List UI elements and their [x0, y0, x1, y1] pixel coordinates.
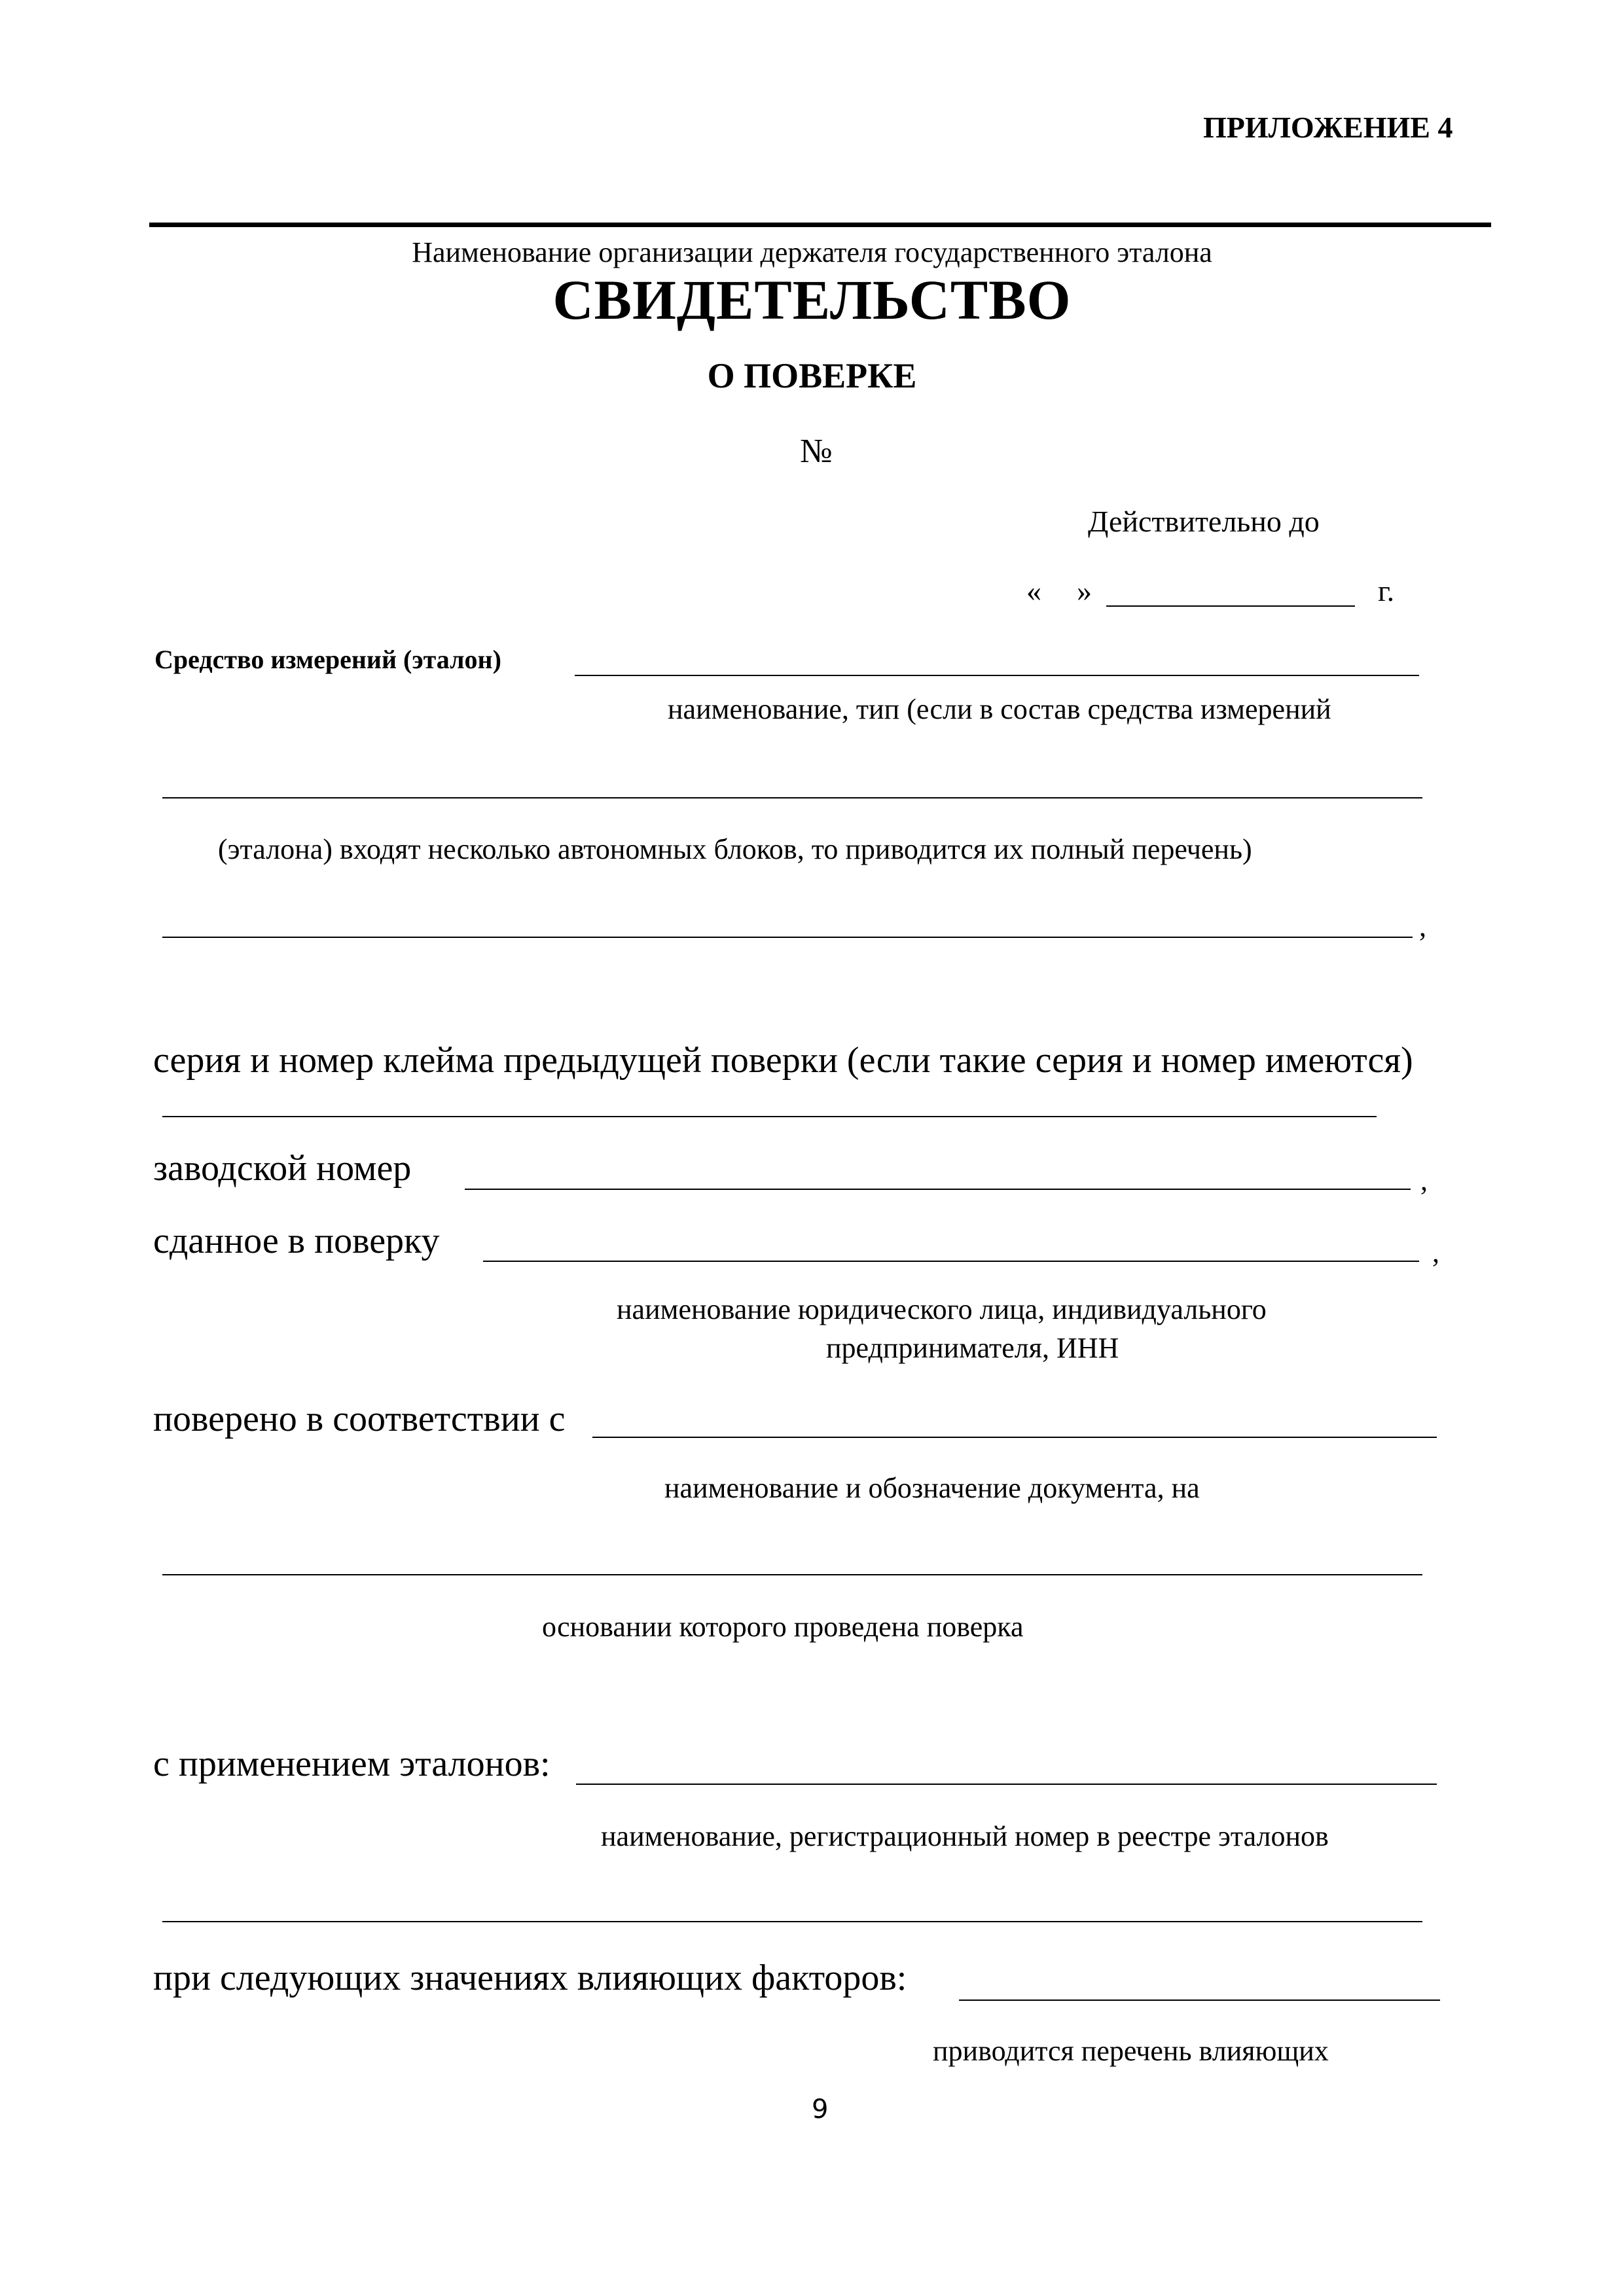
verified-hint-2: основании которого проведена поверка: [542, 1611, 1024, 1643]
certificate-title: СВИДЕТЕЛЬСТВО: [552, 268, 1072, 331]
submitted-hint-2: предпринимателя, ИНН: [826, 1332, 1119, 1364]
standards-blank[interactable]: [576, 1784, 1437, 1785]
page-number: 9: [812, 2094, 829, 2125]
valid-until-label: Действительно до: [1088, 505, 1320, 538]
date-open-quote: «: [1026, 574, 1041, 607]
submitted-label: сданное в поверку: [153, 1221, 440, 1261]
submitted-comma: ,: [1432, 1236, 1439, 1268]
instrument-hint-2: (эталона) входят несколько автономных блоков, то приводится их полный перечень): [218, 833, 1252, 865]
instrument-hint-1: наименование, тип (если в состав средства измерений: [668, 693, 1331, 725]
instrument-label: Средство измерений (эталон): [154, 645, 501, 674]
date-month-blank[interactable]: [1106, 605, 1355, 607]
factors-blank[interactable]: [959, 2000, 1440, 2001]
stamp-label: серия и номер клейма предыдущей поверки (если такие серия и номер имеются): [153, 1040, 1413, 1081]
factors-hint: приводится перечень влияющих: [933, 2035, 1329, 2067]
verified-hint-1: наименование и обозначение документа, на: [664, 1472, 1200, 1504]
instrument-blank-3[interactable]: [162, 937, 1413, 938]
header-rule: [149, 223, 1491, 227]
serial-label: заводской номер: [153, 1148, 412, 1189]
standards-hint: наименование, регистрационный номер в реестре эталонов: [601, 1820, 1329, 1852]
stamp-blank[interactable]: [162, 1116, 1377, 1117]
verified-label: поверено в соответствии с: [153, 1399, 566, 1439]
standards-blank-2[interactable]: [162, 1921, 1422, 1922]
verified-blank-2[interactable]: [162, 1574, 1422, 1575]
year-suffix: г.: [1378, 574, 1395, 607]
instrument-comma: ,: [1419, 910, 1426, 942]
organization-caption: Наименование организации держателя государственного эталона: [412, 236, 1212, 268]
instrument-blank-2[interactable]: [162, 797, 1422, 798]
appendix-label: ПРИЛОЖЕНИЕ 4: [1203, 111, 1453, 144]
serial-blank[interactable]: [465, 1189, 1411, 1190]
submitted-blank[interactable]: [483, 1261, 1419, 1262]
certificate-subtitle: О ПОВЕРКЕ: [707, 356, 917, 395]
factors-label: при следующих значениях влияющих факторов:: [153, 1958, 907, 1998]
verified-blank[interactable]: [592, 1437, 1437, 1438]
instrument-blank[interactable]: [575, 675, 1419, 676]
certificate-number-label: №: [800, 433, 833, 470]
submitted-hint-1: наименование юридического лица, индивидуального: [617, 1293, 1267, 1325]
serial-comma: ,: [1420, 1164, 1428, 1196]
standards-label: с применением эталонов:: [153, 1744, 550, 1784]
date-close-quote: »: [1077, 574, 1092, 607]
